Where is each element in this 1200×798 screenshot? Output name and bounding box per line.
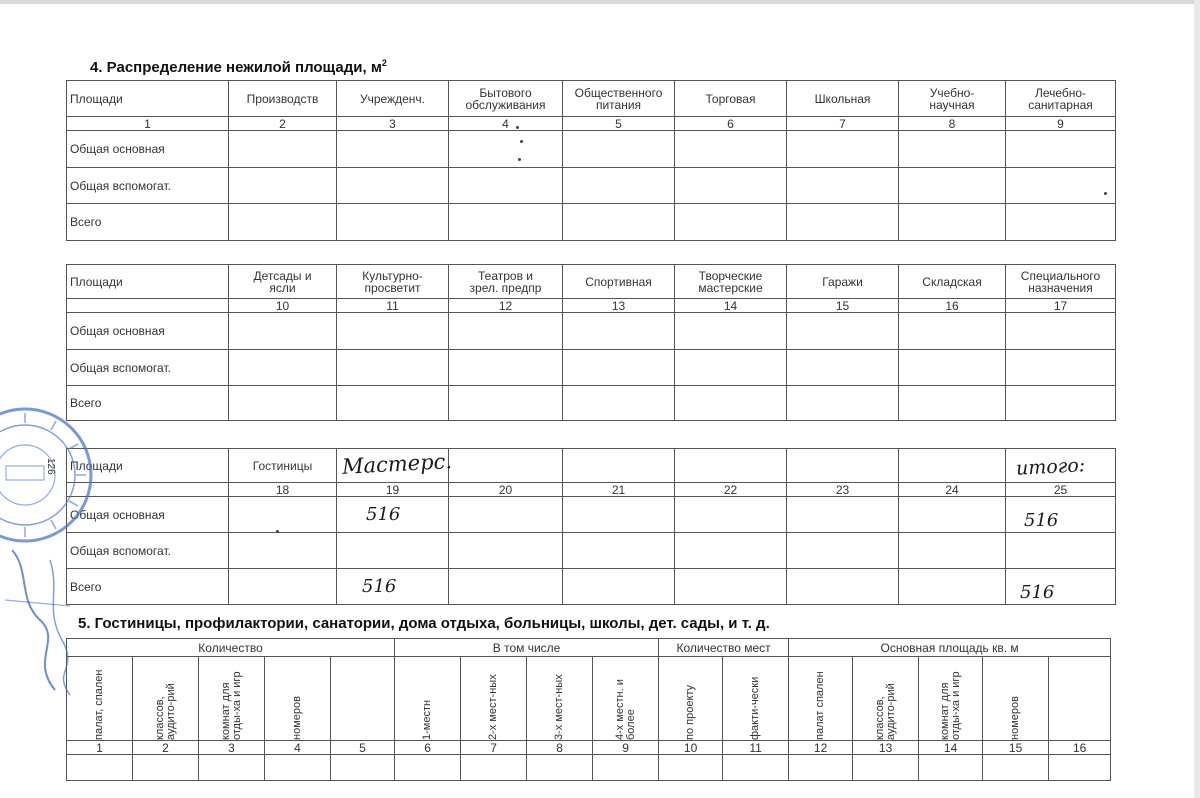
header-line: ясли — [269, 280, 296, 295]
section5-group-row — [67, 639, 1111, 657]
block1-colnum: 5 — [563, 117, 675, 131]
section5-subheader-row — [67, 657, 1111, 741]
subheader-text: палат спален — [814, 670, 827, 740]
handwritten-col19-total: 516 — [362, 576, 397, 597]
cell — [787, 386, 899, 421]
block2-header-col17 — [1006, 265, 1116, 299]
subheader — [133, 657, 199, 741]
section5-colnum: 13 — [853, 741, 919, 755]
block3-row-main — [67, 497, 1116, 533]
header-line: Лечебно- — [1034, 85, 1087, 100]
handwritten-col19-main: 516 — [366, 504, 401, 525]
scan-speck — [1104, 192, 1107, 195]
cell — [983, 755, 1049, 781]
cell — [899, 386, 1006, 421]
section5-colnum: 6 — [395, 741, 461, 755]
block3-header-col23 — [787, 449, 899, 483]
cell — [899, 533, 1006, 569]
subheader — [331, 657, 395, 741]
cell — [675, 497, 787, 533]
cell — [449, 533, 563, 569]
block2-header-col11 — [337, 265, 449, 299]
cell — [563, 497, 675, 533]
header-line: Культурно- — [362, 268, 423, 283]
block1-header-col9 — [1006, 81, 1116, 117]
cell — [1006, 168, 1116, 204]
block3-header-col21 — [563, 449, 675, 483]
block2-colnum: 14 — [675, 299, 787, 313]
cell — [337, 204, 449, 241]
subheader-text: 1-местн — [421, 699, 434, 740]
cell — [919, 755, 983, 781]
header-line: научная — [929, 97, 975, 112]
block1-colnum: 7 — [787, 117, 899, 131]
block3-header-col22 — [675, 449, 787, 483]
subheader — [1049, 657, 1111, 741]
margin-page-number: 126 — [45, 458, 56, 475]
block3-colnum: 25 — [1006, 483, 1116, 497]
area-table-block1 — [66, 80, 1116, 241]
cell — [229, 313, 337, 350]
cell — [563, 204, 675, 241]
block1-header-col5 — [563, 81, 675, 117]
section5-table — [66, 638, 1111, 781]
cell — [563, 386, 675, 421]
cell — [229, 168, 337, 204]
cell — [787, 131, 899, 168]
cell — [337, 350, 449, 386]
cell — [789, 755, 853, 781]
block3-row-total — [67, 569, 1116, 605]
header-line: просветит — [364, 280, 421, 295]
signature-stamp-icon — [0, 540, 80, 700]
cell — [787, 533, 899, 569]
block1-header-col7: Школьная — [787, 81, 899, 117]
cell — [723, 755, 789, 781]
cell — [899, 131, 1006, 168]
block1-colnum: 6 — [675, 117, 787, 131]
block1-row-main — [67, 131, 1116, 168]
subheader-text: по проекту — [684, 684, 697, 740]
cell — [1006, 533, 1116, 569]
block2-colnum: 17 — [1006, 299, 1116, 313]
header-line: Бытового — [479, 85, 532, 100]
header-line: Общественного — [574, 85, 663, 100]
subheader — [593, 657, 659, 741]
cell — [675, 386, 787, 421]
header-line: Творческие — [698, 268, 763, 283]
block2-colnum: 13 — [563, 299, 675, 313]
cell — [229, 533, 337, 569]
cell — [787, 204, 899, 241]
subheader — [983, 657, 1049, 741]
block1-header-label: Площади — [67, 81, 229, 117]
cell — [899, 497, 1006, 533]
cell — [265, 755, 331, 781]
cell — [461, 755, 527, 781]
cell — [899, 204, 1006, 241]
cell — [229, 497, 337, 533]
header-line: зрел. предпр — [469, 280, 542, 295]
header-line: Учебно- — [929, 85, 975, 100]
scan-speck — [518, 158, 521, 161]
cell — [449, 569, 563, 605]
section5-colnum: 16 — [1049, 741, 1111, 755]
block3-colnum: 21 — [563, 483, 675, 497]
block1-row-aux — [67, 168, 1116, 204]
group-main-area: Основная площадь кв. м — [789, 639, 1111, 657]
header-line: обслуживания — [465, 97, 546, 112]
subheader — [199, 657, 265, 741]
block3-number-row — [67, 483, 1116, 497]
cell — [563, 313, 675, 350]
cell — [899, 313, 1006, 350]
cell — [229, 350, 337, 386]
group-places: Количество мест — [659, 639, 789, 657]
handwritten-col19-header: Мастерс. — [341, 449, 453, 479]
cell — [563, 168, 675, 204]
subheader — [919, 657, 983, 741]
cell — [449, 497, 563, 533]
block1-number-row — [67, 117, 1116, 131]
handwritten-col25-total: 516 — [1020, 582, 1055, 603]
section5-colnum: 1 — [67, 741, 133, 755]
section5-title: 5. Гостиницы, профилактории, санатории, дома отдыха, больницы, школы, дет. сады, и т. д. — [78, 615, 770, 632]
block1-colnum: 1 — [67, 117, 229, 131]
subheader-text: комнат для отды-ха и игр — [938, 670, 962, 740]
subheader — [527, 657, 593, 741]
block3-header-col20 — [449, 449, 563, 483]
block1-header-col8 — [899, 81, 1006, 117]
block2-colnum: 16 — [899, 299, 1006, 313]
section4-title — [90, 58, 387, 76]
cell — [659, 755, 723, 781]
header-line: назначения — [1028, 280, 1093, 295]
cell — [449, 386, 563, 421]
handwritten-col25-header: итого: — [1015, 454, 1086, 480]
cell — [229, 131, 337, 168]
subheader-text: 2-х мест-ных — [487, 673, 500, 740]
header-line: Специального — [1020, 268, 1101, 283]
cell — [675, 131, 787, 168]
section5-colnum: 8 — [527, 741, 593, 755]
subheader-text: 3-х мест-ных — [553, 673, 566, 740]
cell — [787, 168, 899, 204]
cell — [331, 755, 395, 781]
round-stamp-icon — [0, 404, 96, 546]
subheader — [461, 657, 527, 741]
block1-colnum: 9 — [1006, 117, 1116, 131]
row-label-main: Общая основная — [67, 131, 229, 168]
cell — [67, 755, 133, 781]
block1-header-col3: Учрежденч. — [337, 81, 449, 117]
cell — [1049, 755, 1111, 781]
section5-colnum: 14 — [919, 741, 983, 755]
header-line: Театров и — [478, 268, 533, 283]
subheader — [265, 657, 331, 741]
cell — [1006, 204, 1116, 241]
row-label-total: Всего — [67, 569, 229, 605]
block2-colnum: 11 — [337, 299, 449, 313]
row-label-total: Всего — [67, 204, 229, 241]
section5-colnum: 2 — [133, 741, 199, 755]
block1-colnum: 3 — [337, 117, 449, 131]
cell — [593, 755, 659, 781]
cell — [449, 204, 563, 241]
section5-colnum: 10 — [659, 741, 723, 755]
cell — [449, 350, 563, 386]
section5-colnum: 11 — [723, 741, 789, 755]
block2-number-row — [67, 299, 1116, 313]
cell — [1006, 131, 1116, 168]
block2-row-total — [67, 386, 1116, 421]
cell — [563, 131, 675, 168]
subheader — [723, 657, 789, 741]
row-label-main: Общая основная — [67, 497, 229, 533]
cell — [787, 569, 899, 605]
subheader-text: палат, спален — [93, 669, 105, 740]
block2-row-aux — [67, 350, 1116, 386]
cell — [853, 755, 919, 781]
block2-header-col10 — [229, 265, 337, 299]
cell — [675, 569, 787, 605]
cell — [675, 533, 787, 569]
block3-header-row — [67, 449, 1116, 483]
header-line: Детсады и — [253, 268, 312, 283]
row-label-aux: Общая вспомогат. — [67, 533, 229, 569]
scan-speck — [516, 126, 519, 129]
row-label-main: Общая основная — [67, 313, 229, 350]
block3-colnum: 19 — [337, 483, 449, 497]
cell — [449, 168, 563, 204]
block1-header-col2: Производств — [229, 81, 337, 117]
block2-header-col15: Гаражи — [787, 265, 899, 299]
cell — [395, 755, 461, 781]
cell — [337, 386, 449, 421]
block3-row-aux — [67, 533, 1116, 569]
subheader-text: комнат для отды-ха и игр — [219, 670, 243, 740]
block1-colnum: 2 — [229, 117, 337, 131]
block2-row-main — [67, 313, 1116, 350]
header-line: мастерские — [698, 280, 763, 295]
cell — [527, 755, 593, 781]
section5-colnum: 7 — [461, 741, 527, 755]
block2-colnum: 10 — [229, 299, 337, 313]
cell — [675, 313, 787, 350]
handwritten-col25-main: 516 — [1024, 510, 1059, 531]
block3-header-label: Площади — [67, 449, 229, 483]
scan-speck — [276, 530, 279, 533]
area-table-block2 — [66, 264, 1116, 421]
cell — [337, 313, 449, 350]
cell — [337, 533, 449, 569]
cell — [133, 755, 199, 781]
cell — [449, 313, 563, 350]
cell — [337, 168, 449, 204]
row-label-total: Всего — [67, 386, 229, 421]
section4-title-superscript: 2 — [381, 58, 387, 68]
subheader — [395, 657, 461, 741]
cell — [199, 755, 265, 781]
subheader-text: классов, аудито-рий — [153, 682, 177, 740]
cell — [449, 131, 563, 168]
block2-colnum: 15 — [787, 299, 899, 313]
block1-colnum: 8 — [899, 117, 1006, 131]
section5-colnum: 15 — [983, 741, 1049, 755]
subheader-text: классов, аудито-рий — [873, 682, 897, 740]
cell — [1006, 350, 1116, 386]
row-label-aux: Общая вспомогат. — [67, 168, 229, 204]
group-quantity: Количество — [67, 639, 395, 657]
cell — [787, 497, 899, 533]
cell — [899, 168, 1006, 204]
block3-colnum: 24 — [899, 483, 1006, 497]
scan-edge-right — [1194, 0, 1200, 798]
cell — [563, 533, 675, 569]
cell — [337, 131, 449, 168]
section5-colnum: 9 — [593, 741, 659, 755]
block3-header-col18: Гостиницы — [229, 449, 337, 483]
subheader — [789, 657, 853, 741]
cell — [675, 350, 787, 386]
block3-colnum: 22 — [675, 483, 787, 497]
subheader — [853, 657, 919, 741]
section5-colnum: 4 — [265, 741, 331, 755]
scan-speck — [520, 140, 523, 143]
block3-colnum: 23 — [787, 483, 899, 497]
section5-colnum: 5 — [331, 741, 395, 755]
block2-header-col13: Спортивная — [563, 265, 675, 299]
area-table-block3 — [66, 448, 1116, 605]
subheader-text: номеров — [1009, 695, 1022, 740]
block2-colnum: 12 — [449, 299, 563, 313]
subheader-text: 4-х местн. и более — [613, 678, 637, 740]
block3-colnum: 18 — [229, 483, 337, 497]
cell — [787, 350, 899, 386]
cell — [899, 350, 1006, 386]
cell — [229, 204, 337, 241]
block2-header-col14 — [675, 265, 787, 299]
subheader-text: номеров — [291, 695, 303, 740]
block2-header-col12 — [449, 265, 563, 299]
block3-colnum: 20 — [449, 483, 563, 497]
block1-header-col4 — [449, 81, 563, 117]
section5-colnum: 12 — [789, 741, 853, 755]
block2-header-row — [67, 265, 1116, 299]
group-including: В том числе — [395, 639, 659, 657]
cell — [899, 569, 1006, 605]
subheader — [659, 657, 723, 741]
section5-colnum: 3 — [199, 741, 265, 755]
cell — [675, 168, 787, 204]
block3-header-col24 — [899, 449, 1006, 483]
header-line: питания — [595, 97, 642, 112]
section5-empty-row — [67, 755, 1111, 781]
cell — [563, 350, 675, 386]
cell — [229, 569, 337, 605]
block2-header-col16: Складская — [899, 265, 1006, 299]
cell — [1006, 386, 1116, 421]
cell — [1006, 313, 1116, 350]
scan-edge-top — [0, 0, 1200, 4]
cell — [787, 313, 899, 350]
block1-row-total — [67, 204, 1116, 241]
cell — [563, 569, 675, 605]
header-line: санитарная — [1028, 97, 1093, 112]
cell — [675, 204, 787, 241]
block1-colnum: 4 — [449, 117, 563, 131]
row-label-aux: Общая вспомогат. — [67, 350, 229, 386]
block1-header-row — [67, 81, 1116, 117]
subheader-text: факти-чески — [749, 676, 762, 740]
block2-header-label: Площади — [67, 265, 229, 299]
section4-title-text: 4. Распределение нежилой площади, м — [90, 59, 382, 76]
cell — [1006, 497, 1116, 533]
cell — [229, 386, 337, 421]
block1-header-col6: Торговая — [675, 81, 787, 117]
block2-colnum — [67, 299, 229, 313]
section5-number-row — [67, 741, 1111, 755]
